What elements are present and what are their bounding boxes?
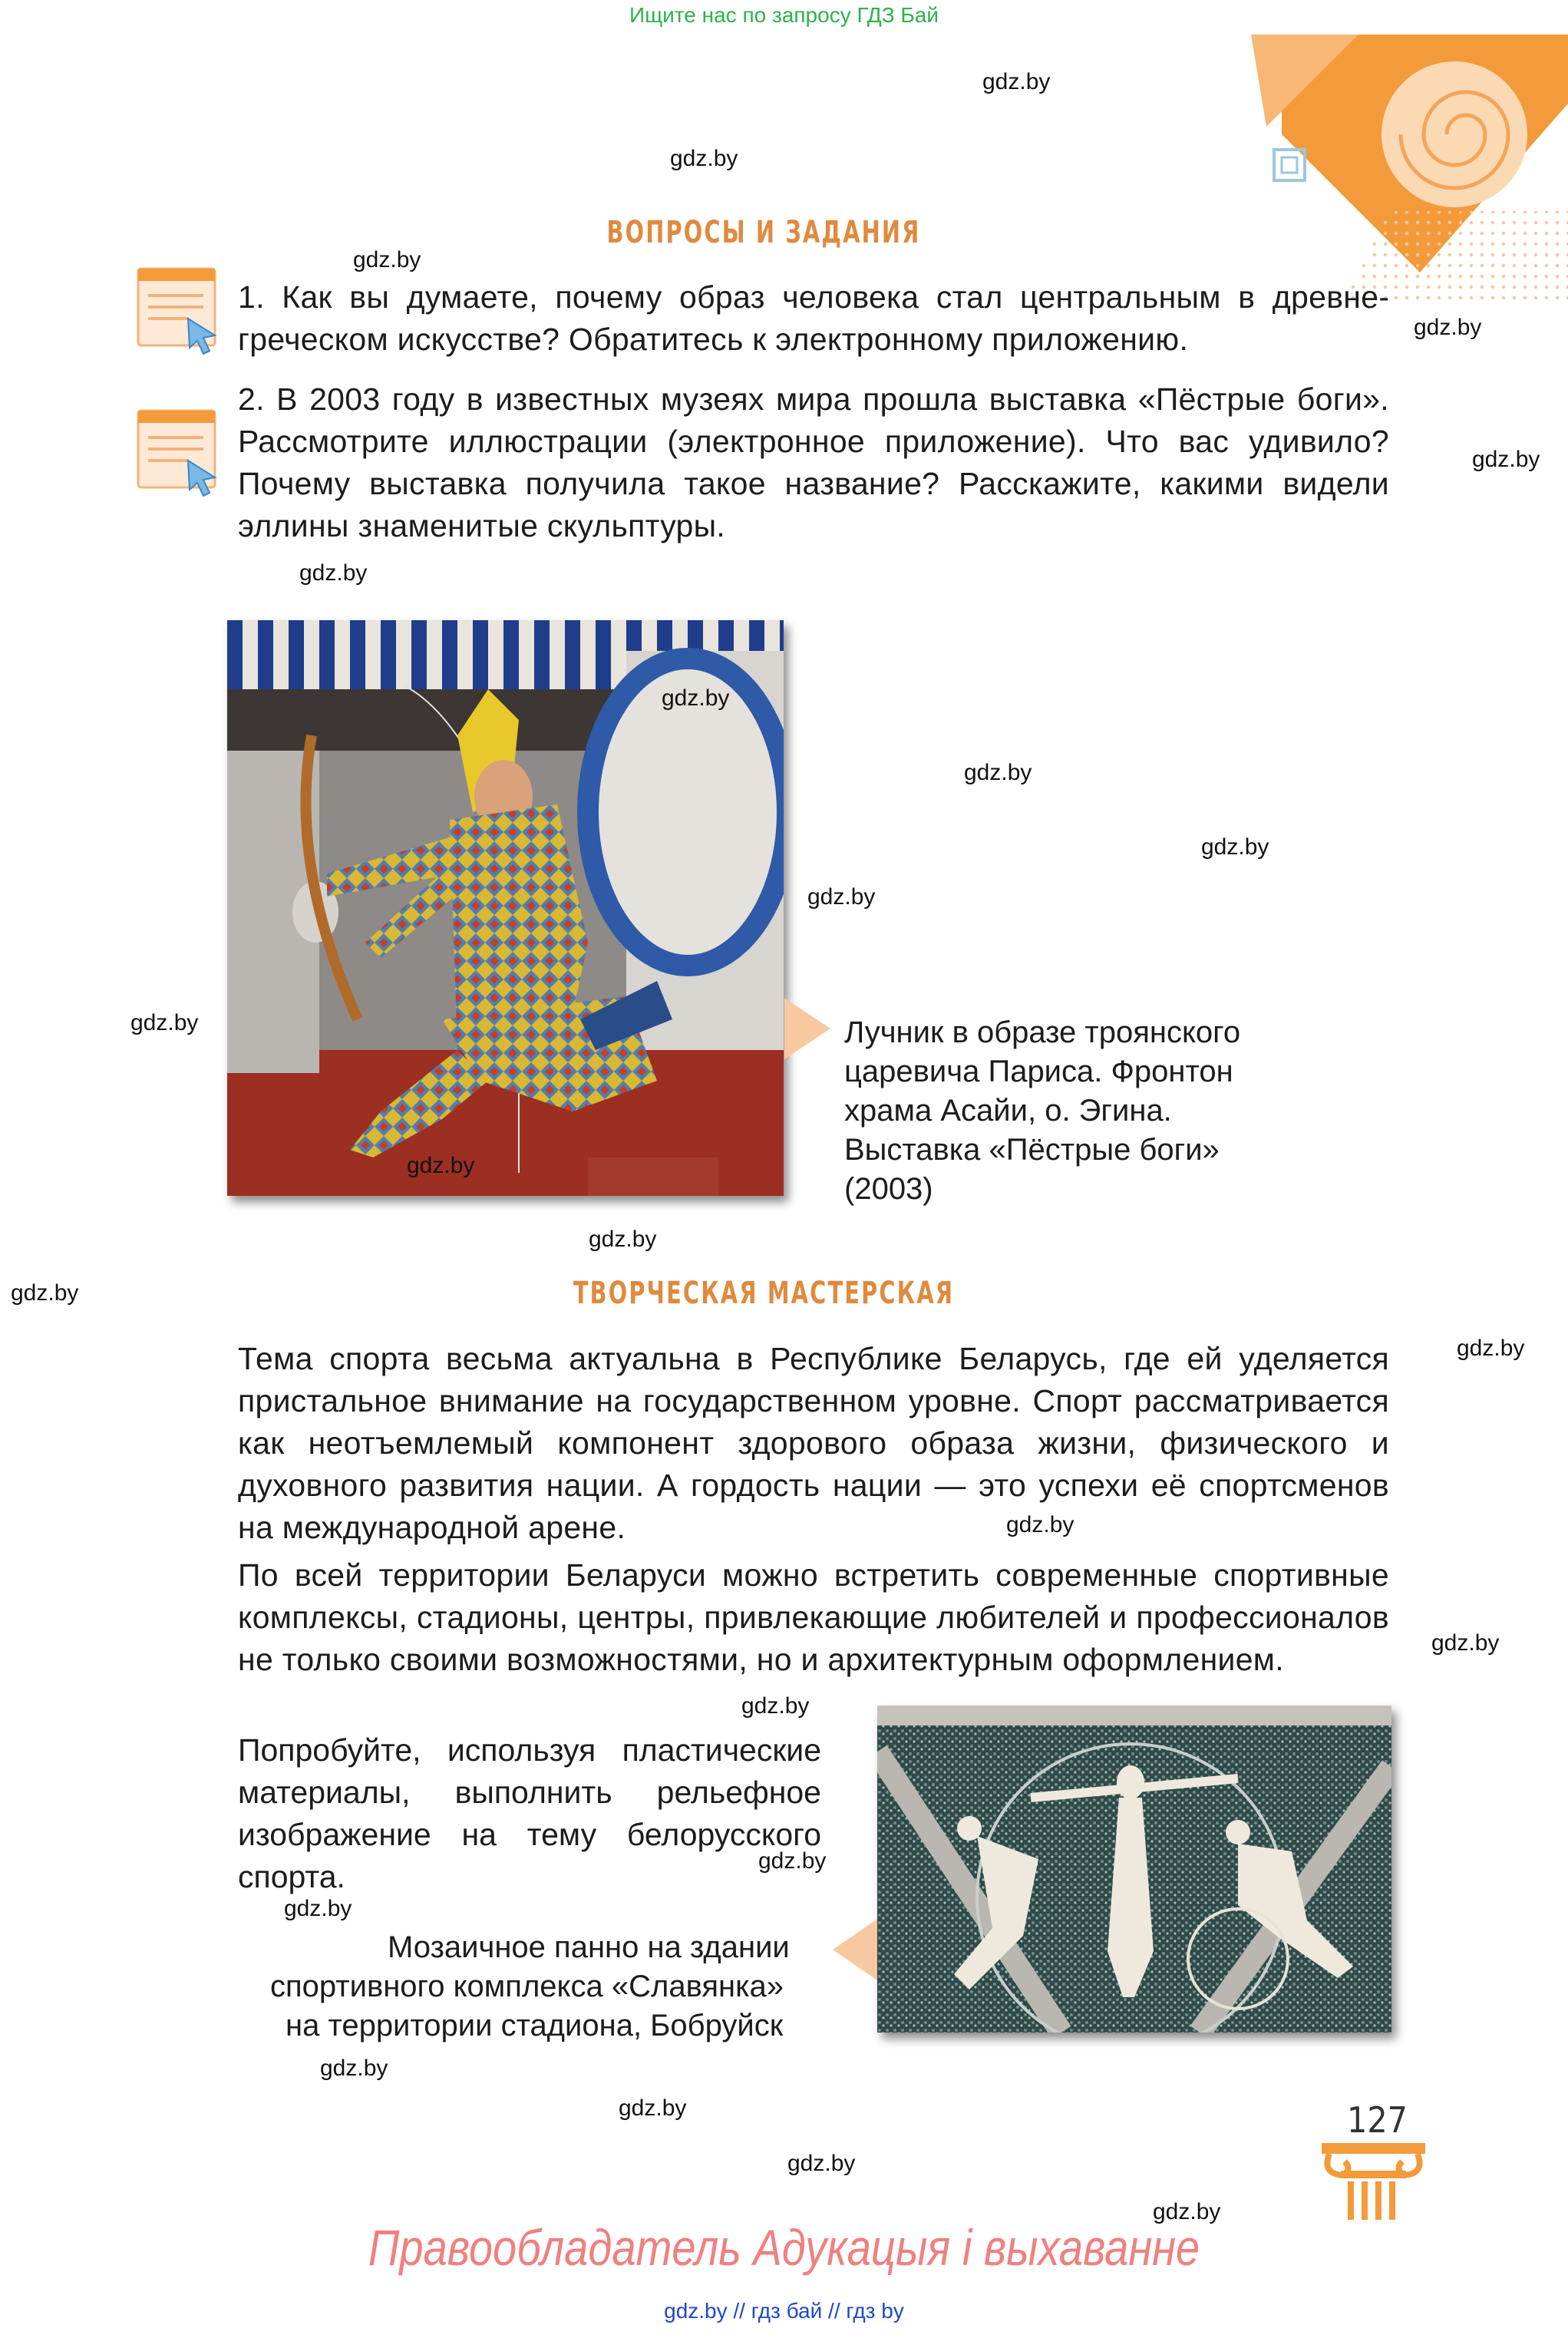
workshop-paragraph-1: Тема спорта весьма актуальна в Республике Беларусь, где ей уделяется пристальное внимание на государственном уровне. Спорт рассматривается как неотъемлемый компонент здорового образа жизни, физического и духовного развития нации. А гордость нации — это успехи её спортсменов на международной арене.	[238, 1341, 1389, 1545]
caption-line: на территории стадиона, Бобруйск	[286, 2009, 784, 2042]
workshop-paragraph-2: По всей территории Беларуси можно встретить современные спортивные комплексы, стадионы, центры, привлекающие любителей и профессионалов не только своими возможностями, но и архитектурным оформлением.	[238, 1557, 1389, 1677]
question-1: 1. Как вы думаете, почему образ человека стал центральным в древнегреческом искусстве? Обратитесь к электронному приложению.	[238, 279, 1389, 357]
watermark: gdz.by	[1153, 2199, 1221, 2224]
watermark: gdz.by	[1201, 834, 1269, 860]
watermark: gdz.by	[670, 146, 738, 171]
caption-pointer	[833, 1919, 877, 1980]
watermark: gdz.by	[1457, 1336, 1525, 1361]
top-search-note: Ищите нас по запросу ГДЗ Бай	[629, 3, 939, 27]
watermark: gdz.by	[1414, 315, 1482, 340]
watermark: gdz.by	[1431, 1630, 1500, 1656]
bottom-links[interactable]: gdz.by // гдз бай // гдз by	[664, 2299, 904, 2323]
watermark: gdz.by	[353, 247, 421, 272]
watermark: gdz.by	[130, 1010, 199, 1035]
questions-title: ВОПРОСЫ И ЗАДАНИЯ	[606, 215, 921, 250]
workshop-title: ТВОРЧЕСКАЯ МАСТЕРСКАЯ	[573, 1276, 955, 1311]
column-capital-icon	[1322, 2143, 1425, 2220]
page-number: 127	[1347, 2099, 1408, 2141]
caption-line: Выставка «Пёстрые боги»	[844, 1133, 1220, 1167]
caption-line: храма Асайи, о. Эгина.	[844, 1094, 1172, 1128]
watermark: gdz.by	[407, 1153, 475, 1178]
caption-line: Мозаичное панно на здании	[388, 1930, 790, 1964]
watermark: gdz.by	[1472, 447, 1540, 472]
copyright-notice: Правообладатель Адукацыя і выхаванне	[368, 2219, 1200, 2276]
watermark: gdz.by	[662, 685, 730, 711]
mosaic-photo	[877, 1706, 1391, 2033]
corner-ornament	[1251, 35, 1568, 303]
watermark: gdz.by	[758, 1848, 827, 1874]
e-app-icon	[134, 407, 223, 499]
caption-line: царевича Париса. Фронтон	[844, 1055, 1233, 1088]
watermark: gdz.by	[284, 1896, 352, 1921]
watermark: gdz.by	[741, 1693, 810, 1719]
caption-pointer	[784, 998, 830, 1059]
watermark: gdz.by	[299, 560, 368, 586]
e-app-icon	[134, 265, 223, 357]
watermark: gdz.by	[807, 884, 876, 910]
caption-line: спортивного комплекса «Славянка»	[270, 1970, 784, 2003]
caption-line: Лучник в образе троянского	[844, 1015, 1241, 1049]
watermark: gdz.by	[1006, 1512, 1074, 1537]
workshop-paragraph-3: Попробуйте, используя пластические материалы, выполнить рельефное изображение на тему белорусского спорта.	[238, 1732, 821, 1894]
watermark: gdz.by	[11, 1280, 79, 1306]
caption-line: (2003)	[844, 1172, 933, 1206]
watermark: gdz.by	[787, 2151, 856, 2176]
watermark: gdz.by	[320, 2056, 388, 2081]
watermark: gdz.by	[982, 69, 1051, 94]
watermark: gdz.by	[619, 2095, 687, 2121]
question-2: 2. В 2003 году в известных музеях мира прошла выставка «Пёстрые боги». Рассмотрите иллюстрации (электронное приложение). Что вас удивило? Почему выставка получила такое название? Расскажите, какими видели эллины знаменитые скульптуры.	[238, 381, 1389, 543]
watermark: gdz.by	[589, 1227, 657, 1252]
watermark: gdz.by	[964, 760, 1032, 785]
